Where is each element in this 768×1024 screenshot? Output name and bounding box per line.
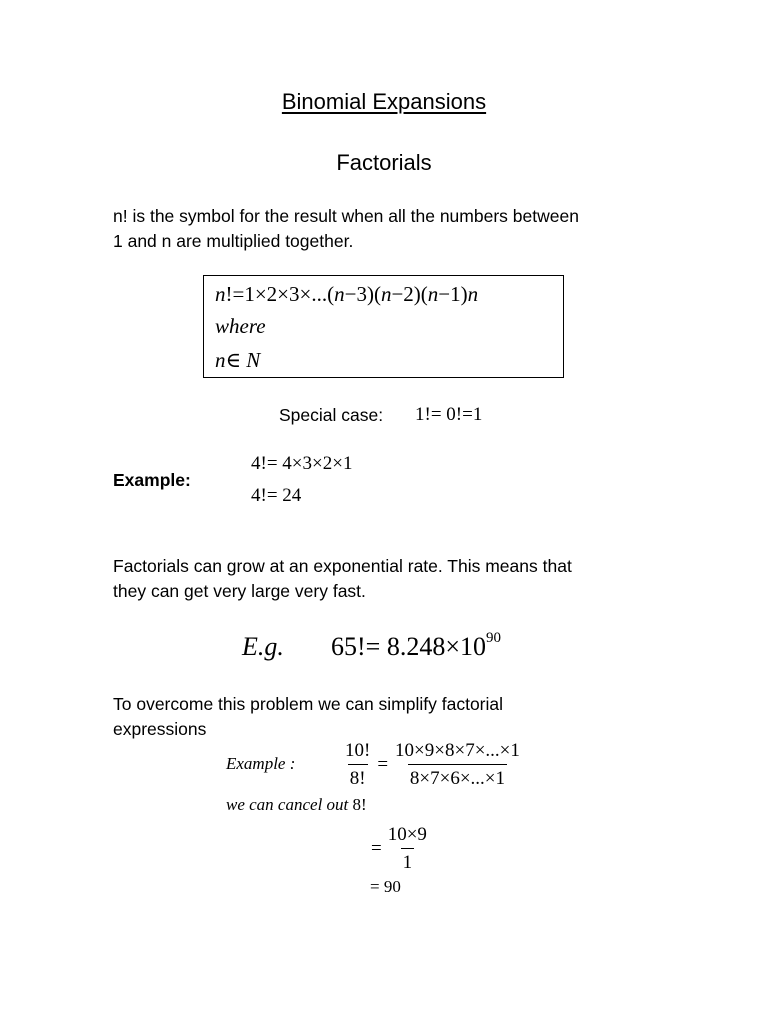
simplify-line-1: To overcome this problem we can simplify factorial [113, 694, 504, 714]
var-n: n [427, 282, 439, 306]
intro-line-2: 1 and n are multiplied together. [113, 230, 354, 251]
example-line-1: 4!= 4×3×2×1 [251, 453, 353, 474]
formula-part: −2)( [391, 282, 428, 306]
cancel-text: we can cancel out [226, 795, 349, 814]
page-title: Binomial Expansions [281, 89, 487, 114]
var-n: n [215, 348, 226, 372]
fraction-numerator: 10! [345, 740, 371, 761]
formula-part: −3)( [344, 282, 381, 306]
special-case-formula: 1!= 0!=1 [415, 404, 483, 425]
simplify-line-2: expressions [113, 718, 207, 739]
fraction-10x9-over-1 [386, 824, 429, 874]
eg-lhs: 65!= 8.248×10 [331, 632, 486, 661]
fraction-10-over-8 [343, 740, 372, 790]
fraction-denominator: 1 [401, 848, 415, 874]
example-label: Example: [113, 470, 191, 490]
fraction-denominator: 8×7×6×...×1 [408, 764, 507, 790]
intro-paragraph [113, 204, 673, 253]
eg-exponent: 90 [485, 630, 501, 647]
fraction-denominator: 8! [348, 764, 368, 790]
example2-label: Example : [226, 754, 296, 773]
natural-numbers-set: N [246, 348, 261, 372]
equals-sign: = [371, 838, 382, 859]
definition-domain [215, 348, 260, 373]
growth-paragraph [113, 554, 673, 603]
growth-line-2: they can get very large very fast. [113, 580, 366, 601]
var-n: n [334, 282, 345, 306]
growth-line-1: Factorials can grow at an exponential rate. This means that [113, 556, 572, 576]
simplify-paragraph [113, 692, 673, 741]
eg-formula [331, 632, 501, 662]
section-title: Factorials [336, 150, 432, 175]
fraction-numerator: 10×9 [387, 824, 427, 845]
special-case-label: Special case: [279, 405, 384, 425]
var-n: n [380, 282, 392, 306]
cancel-value: 8! [352, 795, 367, 814]
final-result: = 90 [370, 877, 401, 896]
formula-part: −1) [438, 282, 468, 306]
definition-formula [215, 282, 478, 307]
var-n: n [467, 282, 479, 306]
simplified-equation [371, 824, 429, 874]
fraction-expanded [393, 740, 522, 790]
cancel-note [226, 795, 367, 815]
equals-sign: = [377, 754, 389, 775]
example-line-2: 4!= 24 [251, 485, 302, 506]
fraction-numerator: 10×9×8×7×...×1 [395, 740, 520, 761]
eg-label: E.g. [242, 632, 284, 661]
definition-where: where [215, 314, 266, 338]
example2-equation [343, 740, 522, 790]
intro-line-1: n! is the symbol for the result when all the numbers between [113, 206, 579, 226]
element-of-symbol: ∈ [225, 348, 247, 372]
var-n: n [215, 282, 226, 306]
formula-part: !=1×2×3×...( [225, 282, 335, 306]
